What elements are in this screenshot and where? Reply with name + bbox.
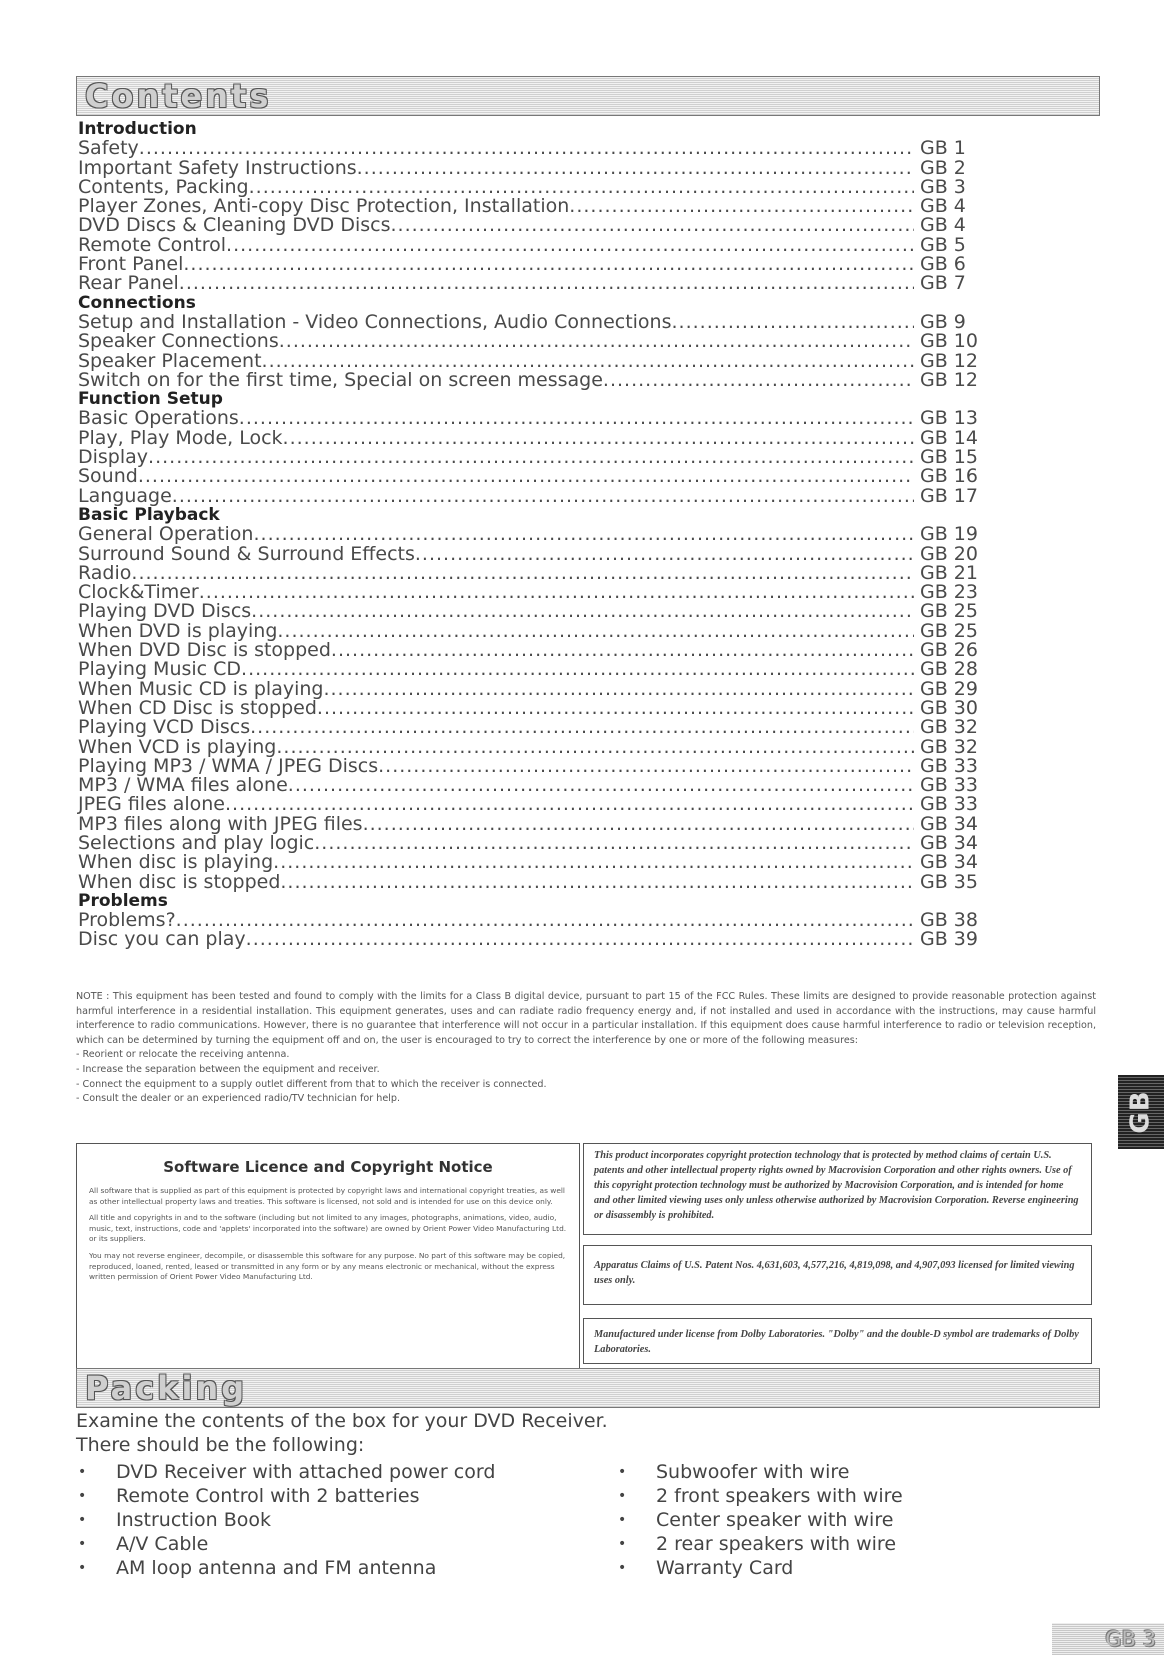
toc-entry	[78, 233, 990, 256]
toc-section-heading: Basic Playback	[78, 504, 220, 525]
toc-entry-page: GB 34	[920, 831, 978, 854]
toc-entry-title: Basic Operations	[78, 407, 239, 430]
software-licence-box	[76, 1143, 580, 1370]
toc-entry-page: GB 4	[920, 195, 966, 218]
toc-entry-title: When disc is stopped	[78, 870, 281, 893]
toc-entry-title: Switch on for the first time, Special on screen message	[78, 368, 603, 391]
toc-entry-page: GB 26	[920, 639, 978, 662]
toc-entry-page: GB 34	[920, 812, 978, 835]
toc-entry-page: GB 19	[920, 523, 978, 546]
toc-dot-leader	[288, 776, 914, 795]
toc-entry-title: Remote Control	[78, 233, 227, 256]
toc-entry-title: When VCD is playing	[78, 735, 277, 758]
packing-list-right	[616, 1460, 903, 1580]
table-of-contents	[78, 120, 990, 950]
toc-entry-page: GB 6	[920, 253, 966, 276]
toc-entry-page: GB 33	[920, 774, 978, 797]
toc-entry-page: GB 10	[920, 330, 978, 353]
toc-entry-page: GB 25	[920, 600, 978, 623]
toc-entry-page: GB 1	[920, 137, 966, 160]
toc-entry-title: Play, Play Mode, Lock	[78, 426, 283, 449]
macrovision-notice-box	[583, 1143, 1092, 1235]
toc-section-heading: Connections	[78, 292, 196, 313]
toc-entry	[78, 602, 990, 621]
toc-dot-leader	[283, 429, 914, 448]
packing-item: • Center speaker with wire	[616, 1508, 903, 1532]
toc-dot-leader	[276, 738, 914, 757]
packing-item: • A/V Cable	[76, 1532, 495, 1556]
toc-dot-leader	[672, 313, 915, 332]
toc-dot-leader	[138, 467, 914, 486]
toc-entry-page: GB 3	[920, 175, 966, 198]
toc-entry-page: GB 14	[920, 426, 978, 449]
toc-dot-leader	[273, 853, 914, 872]
toc-entry-page: GB 28	[920, 658, 978, 681]
toc-entry	[78, 139, 990, 158]
packing-item: • Warranty Card	[616, 1556, 903, 1580]
toc-dot-leader	[378, 757, 914, 776]
toc-dot-leader	[279, 332, 914, 351]
toc-entry-page: GB 13	[920, 407, 978, 430]
toc-entry-title: When CD Disc is stopped	[78, 696, 317, 719]
packing-item: • DVD Receiver with attached power cord	[76, 1460, 495, 1484]
toc-entry-title: Selections and play logic	[78, 831, 315, 854]
packing-intro-line: There should be the following:	[76, 1434, 365, 1456]
toc-dot-leader	[199, 583, 914, 602]
toc-dot-leader	[357, 159, 914, 178]
toc-entry	[78, 448, 990, 467]
toc-dot-leader	[183, 255, 914, 274]
toc-section-heading: Problems	[78, 890, 168, 911]
toc-dot-leader	[179, 274, 914, 293]
packing-item: • Remote Control with 2 batteries	[76, 1484, 495, 1508]
fcc-measure: - Increase the separation between the equipment and receiver.	[76, 1063, 380, 1075]
toc-dot-leader	[323, 680, 914, 699]
toc-entry-page: GB 25	[920, 619, 978, 642]
fcc-measure: - Consult the dealer or an experienced radio/TV technician for help.	[76, 1093, 401, 1105]
contents-title: Contents	[85, 77, 272, 115]
toc-entry-title: Player Zones, Anti-copy Disc Protection, Installation	[78, 195, 570, 218]
toc-entry	[78, 349, 990, 372]
toc-dot-leader	[250, 718, 914, 737]
toc-entry-page: GB 33	[920, 754, 978, 777]
toc-dot-leader	[603, 371, 914, 390]
toc-dot-leader	[172, 487, 914, 506]
toc-entry-title: Playing VCD Discs	[78, 716, 251, 739]
toc-entry	[78, 426, 990, 449]
toc-entry-title: When Music CD is playing	[78, 677, 324, 700]
packing-banner	[76, 1368, 1100, 1408]
toc-entry	[78, 255, 990, 274]
toc-dot-leader	[363, 815, 914, 834]
toc-entry-page: GB 38	[920, 909, 978, 932]
toc-entry-page: GB 39	[920, 928, 978, 951]
toc-section-heading: Introduction	[78, 119, 197, 139]
language-side-tab-label: GB	[1125, 1090, 1156, 1134]
toc-entry-title: When DVD Disc is stopped	[78, 639, 331, 662]
toc-entry-page: GB 32	[920, 716, 978, 739]
toc-dot-leader	[277, 622, 914, 641]
toc-entry-title: Safety	[78, 137, 139, 160]
toc-entry-title: MP3 / WMA files alone	[78, 774, 288, 797]
toc-entry-title: Speaker Connections	[78, 330, 279, 353]
toc-entry-title: Rear Panel	[78, 272, 179, 295]
toc-entry-title: When disc is playing	[78, 851, 274, 874]
toc-entry-title: Playing Music CD	[78, 658, 242, 681]
toc-dot-leader	[241, 660, 914, 679]
toc-dot-leader	[331, 641, 914, 660]
toc-entry-page: GB 20	[920, 542, 978, 565]
toc-dot-leader	[225, 795, 914, 814]
toc-entry-title: Sound	[78, 465, 138, 488]
toc-entry-page: GB 34	[920, 851, 978, 874]
toc-entry-page: GB 5	[920, 233, 966, 256]
toc-entry	[78, 561, 990, 584]
toc-dot-leader	[246, 930, 914, 949]
toc-entry-title: General Operation	[78, 523, 254, 546]
software-licence-paragraph: You may not reverse engineer, decompile, or disassemble this software for any purpose. No part of this software may be copied, reproduced, loaned, rented, leased or transmitted in any form or by any means electronic or mechanical, without the express written permission of Orient Power Video Manufacturing Ltd.	[89, 1250, 566, 1282]
toc-entry-page: GB 30	[920, 696, 978, 719]
toc-entry-page: GB 23	[920, 581, 978, 604]
toc-entry	[78, 525, 990, 544]
toc-entry-page: GB 7	[920, 272, 966, 295]
toc-entry-page: GB 29	[920, 677, 978, 700]
fcc-measure: - Connect the equipment to a supply outlet different from that to which the receiver is connected.	[76, 1078, 547, 1090]
toc-entry	[78, 368, 990, 391]
toc-dot-leader	[239, 409, 914, 428]
toc-dot-leader	[139, 139, 914, 158]
packing-intro	[76, 1409, 608, 1457]
software-licence-heading: Software Licence and Copyright Notice	[163, 1158, 493, 1176]
patent-notice-box	[583, 1245, 1092, 1305]
toc-entry	[78, 332, 990, 351]
toc-dot-leader	[148, 448, 914, 467]
toc-dot-leader	[390, 216, 914, 235]
toc-dot-leader	[131, 564, 914, 583]
toc-entry	[78, 156, 990, 179]
toc-entry-title: Playing DVD Discs	[78, 600, 252, 623]
toc-entry-title: Front Panel	[78, 253, 184, 276]
toc-entry	[78, 718, 990, 737]
toc-entry-title: Playing MP3 / WMA / JPEG Discs	[78, 754, 379, 777]
fcc-measure: - Reorient or relocate the receiving antenna.	[76, 1049, 290, 1061]
fcc-note-paragraph: NOTE : This equipment has been tested and found to comply with the limits for a Class B digital device, pursuant to part 15 of the FCC Rules. These limits are designed to provide reasonable protection against harmful interference in a residential installation. This equipment generates, uses and can radiate radio frequency energy and, if not installed and used in accordance with the instructions, may cause harmful interference to radio communications. However, there is no guarantee that interference will not occur in a particular installation. If this equipment does cause harmful interference to radio or television reception, which can be determined by turning the equipment off and on, the user is encouraged to try to correct the interference by one or more of the following measures:	[76, 991, 1096, 1046]
toc-entry-page: GB 2	[920, 156, 966, 179]
toc-entry	[78, 853, 990, 872]
toc-dot-leader	[317, 699, 914, 718]
packing-item: • Subwoofer with wire	[616, 1460, 903, 1484]
toc-entry	[78, 735, 990, 758]
page-number: GB 3	[1052, 1623, 1164, 1655]
packing-intro-line: Examine the contents of the box for your DVD Receiver.	[76, 1410, 608, 1432]
toc-entry-title: Radio	[78, 561, 132, 584]
toc-entry-page: GB 9	[920, 310, 966, 333]
toc-entry	[78, 795, 990, 814]
toc-dot-leader	[262, 352, 914, 371]
macrovision-notice: This product incorporates copyright protection technology that is protected by method claims of certain U.S. patents and other intellectual property rights owned by Macrovision Corporation and other rights owners. Use of this copyright protection technology must be authorized by Macrovision Corporation, and is intended for home and other limited viewing uses only unless otherwise authorized by Macrovision Corporation. Reverse engineering or disassembly is prohibited.	[594, 1150, 1079, 1221]
toc-entry-page: GB 15	[920, 446, 978, 469]
toc-entry-page: GB 17	[920, 484, 978, 507]
toc-entry-title: Setup and Installation - Video Connections, Audio Connections	[78, 310, 672, 333]
toc-entry-title: Problems?	[78, 909, 176, 932]
toc-entry-title: MP3 files along with JPEG files	[78, 812, 363, 835]
toc-entry	[78, 677, 990, 700]
toc-entry	[78, 542, 990, 565]
software-licence-paragraph: All title and copyrights in and to the software (including but not limited to any images, photographs, animations, video, audio, music, text, instructions, code and 'applets' incorporated into the software) are owned by Orient Power Video Manufacturing Ltd. or its suppliers.	[89, 1213, 567, 1244]
toc-entry-title: Clock&Timer	[78, 581, 199, 604]
toc-entry-title: Disc you can play	[78, 928, 246, 951]
toc-entry-page: GB 4	[920, 214, 966, 237]
toc-entry-title: Language	[78, 484, 172, 507]
toc-entry	[78, 484, 990, 507]
toc-dot-leader	[569, 197, 914, 216]
toc-dot-leader	[314, 834, 914, 853]
toc-entry	[78, 274, 990, 293]
toc-entry	[78, 467, 990, 486]
language-side-tab	[1118, 1075, 1164, 1149]
packing-item: • 2 rear speakers with wire	[616, 1532, 903, 1556]
toc-entry	[78, 660, 990, 679]
toc-dot-leader	[280, 873, 914, 892]
toc-entry	[78, 930, 990, 949]
software-licence-paragraph: All software that is supplied as part of this equipment is protected by copyright laws and international copyright treaties, as well as other intellectual property laws and treaties. This software is licensed, not sold and is intended for use on this device only.	[89, 1186, 565, 1206]
fcc-note	[76, 990, 1096, 1107]
toc-entry-page: GB 21	[920, 561, 978, 584]
toc-entry-title: Important Safety Instructions	[78, 156, 357, 179]
packing-item: • 2 front speakers with wire	[616, 1484, 903, 1508]
patent-notice: Apparatus Claims of U.S. Patent Nos. 4,631,603, 4,577,216, 4,819,098, and 4,907,093 licensed for limited viewing uses only.	[594, 1260, 1075, 1286]
dolby-notice-box	[583, 1318, 1092, 1364]
toc-entry-page: GB 16	[920, 465, 978, 488]
toc-entry-title: Surround Sound & Surround Effects	[78, 542, 415, 565]
toc-entry-page: GB 35	[920, 870, 978, 893]
toc-entry	[78, 409, 990, 428]
toc-entry-page: GB 12	[920, 368, 978, 391]
toc-entry-title: Speaker Placement	[78, 349, 262, 372]
toc-entry-title: Display	[78, 446, 149, 469]
toc-section-heading: Function Setup	[78, 389, 223, 410]
toc-entry	[78, 870, 990, 893]
toc-dot-leader	[176, 911, 914, 930]
packing-list-left	[76, 1460, 495, 1580]
packing-item: • AM loop antenna and FM antenna	[76, 1556, 495, 1580]
toc-entry-page: GB 33	[920, 793, 978, 816]
contents-banner	[76, 76, 1100, 116]
toc-entry-title: DVD Discs & Cleaning DVD Discs	[78, 214, 391, 237]
toc-entry-title: When DVD is playing	[78, 619, 278, 642]
toc-entry-title: Contents, Packing	[78, 175, 249, 198]
toc-dot-leader	[226, 236, 914, 255]
toc-entry-page: GB 12	[920, 349, 978, 372]
toc-dot-leader	[415, 545, 914, 564]
toc-entry	[78, 216, 990, 235]
toc-dot-leader	[253, 525, 914, 544]
dolby-notice: Manufactured under license from Dolby Laboratories. "Dolby" and the double-D symbol are trademarks of Dolby Laboratories.	[594, 1329, 1079, 1355]
toc-entry-page: GB 32	[920, 735, 978, 758]
toc-dot-leader	[251, 602, 914, 621]
packing-item: • Instruction Book	[76, 1508, 495, 1532]
packing-title: Packing	[85, 1369, 248, 1407]
toc-entry-title: JPEG files alone	[78, 793, 225, 816]
